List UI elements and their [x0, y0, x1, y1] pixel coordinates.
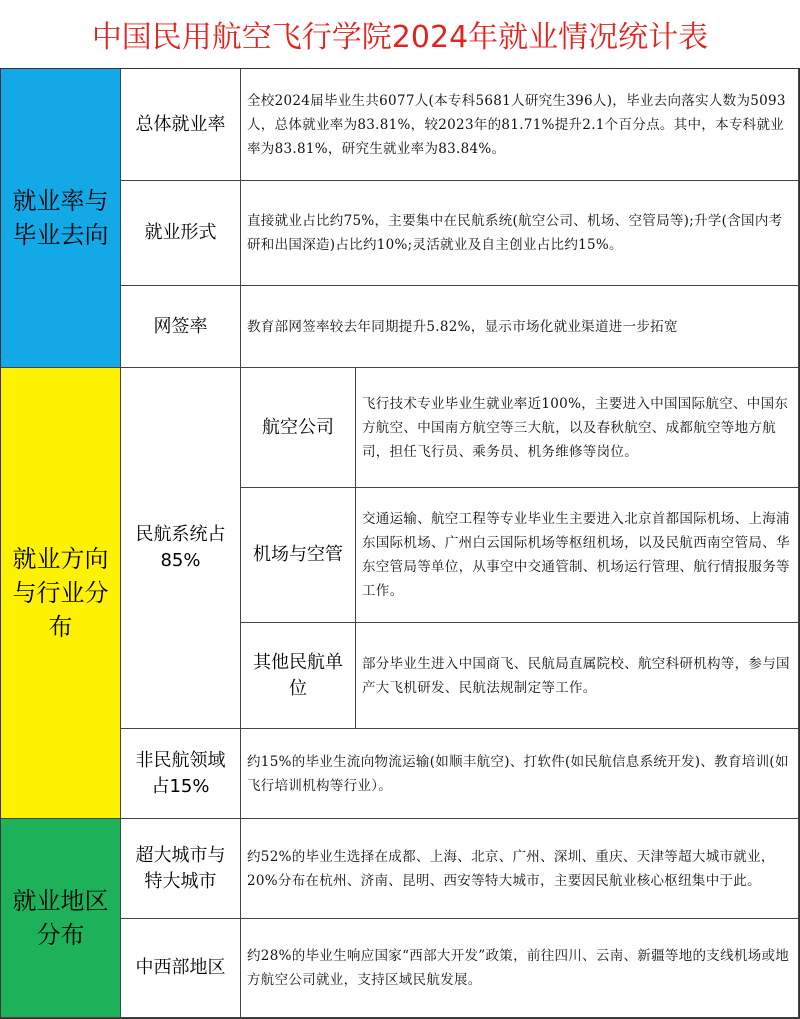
row-label-central-west: 中西部地区 [121, 919, 241, 1018]
page-title: 中国民用航空飞行学院2024年就业情况统计表 [91, 20, 709, 55]
sub-text-airports-atc: 交通运输、航空工程等专业毕业生主要进入北京首都国际机场、上海浦东国际机场、广州白云国际机场等枢纽机场，以及民航西南空管局、华东空管局等单位，从事空中交通管制、机场运行管理、航行情报服务等工作。 [356, 488, 799, 623]
section-employment-rate: 就业率与毕业去向 [1, 69, 121, 368]
row-text-employment-form: 直接就业占比约75%，主要集中在民航系统(航空公司、机场、空管局等);升学(含国内考研和出国深造)占比约10%;灵活就业及自主创业占比约15%。 [241, 181, 799, 286]
sub-label-airports-atc: 机场与空管 [241, 488, 356, 623]
sub-text-other-units: 部分毕业生进入中国商飞、民航局直属院校、航空科研机构等，参与国产大飞机研发、民航法规制定等工作。 [356, 623, 799, 729]
row-text-overall-rate: 全校2024届毕业生共6077人(本专科5681人研究生396人)，毕业去向落实人数为5093人，总体就业率为83.81%，较2023年的81.71%提升2.1个百分点。其中，本专科就业率为83.81%，研究生就业率为83.84%。 [241, 69, 799, 181]
row-text-central-west: 约28%的毕业生响应国家“西部大开发”政策，前往四川、云南、新疆等地的支线机场或地方航空公司就业，支持区域民航发展。 [241, 919, 799, 1018]
section-region-distribution: 就业地区分布 [1, 819, 121, 1018]
row-label-employment-form: 就业形式 [121, 181, 241, 286]
section-industry-distribution: 就业方向与行业分布 [1, 368, 121, 819]
sub-label-airlines: 航空公司 [241, 368, 356, 488]
row-label-non-aviation: 非民航领域占15% [121, 729, 241, 819]
employment-table [0, 68, 800, 1019]
sub-text-airlines: 飞行技术专业毕业生就业率近100%，主要进入中国国际航空、中国东方航空、中国南方航空等三大航，以及春秋航空、成都航空等地方航司，担任飞行员、乘务员、机务维修等岗位。 [356, 368, 799, 488]
row-label-online-sign-rate: 网签率 [121, 286, 241, 368]
row-label-megacities: 超大城市与特大城市 [121, 819, 241, 919]
row-text-non-aviation: 约15%的毕业生流向物流运输(如顺丰航空)、打软件(如民航信息系统开发)、教育培训(如飞行培训机构等行业）。 [241, 729, 799, 819]
row-text-online-sign-rate: 教育部网签率较去年同期提升5.82%，显示市场化就业渠道进一步拓宽 [241, 286, 799, 368]
sub-label-other-units: 其他民航单位 [241, 623, 356, 729]
row-text-megacities: 约52%的毕业生选择在成都、上海、北京、广州、深圳、重庆、天津等超大城市就业，20%分布在杭州、济南、昆明、西安等特大城市，主要因民航业核心枢纽集中于此。 [241, 819, 799, 919]
row-label-civil-aviation: 民航系统占85% [121, 368, 241, 729]
row-label-overall-rate: 总体就业率 [121, 69, 241, 181]
